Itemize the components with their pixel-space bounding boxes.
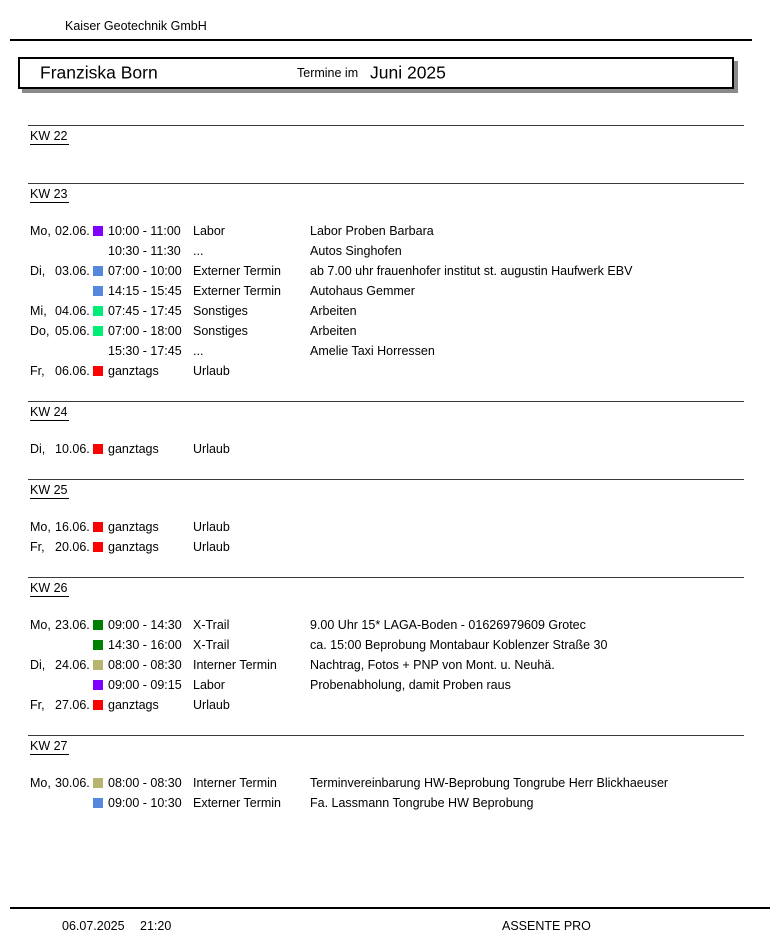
category-color-square [93,226,103,236]
appointment-row [0,341,780,361]
day-date: 02.06. [55,224,90,238]
day-abbrev: Fr, [30,540,45,554]
appointment-rows [0,517,780,557]
header-rule [10,39,752,41]
time-range: 10:00 - 11:00 [108,224,181,238]
appointment-row [0,635,780,655]
day-abbrev: Mo, [30,224,51,238]
week-divider-line [28,735,744,736]
day-abbrev: Mo, [30,618,51,632]
description-text: ca. 15:00 Beprobung Montabaur Koblenzer Straße 30 [310,638,608,652]
week-section [0,735,780,833]
category-color-square [93,522,103,532]
appointment-row [0,301,780,321]
category-color-square [93,778,103,788]
time-range: 14:30 - 16:00 [108,638,182,652]
appointment-row [0,321,780,341]
day-date: 10.06. [55,442,90,456]
time-range: ganztags [108,520,159,534]
day-abbrev: Mo, [30,520,51,534]
appointment-row [0,695,780,715]
category-color-square [93,306,103,316]
day-date: 24.06. [55,658,90,672]
appointment-row [0,537,780,557]
week-sections [0,125,780,833]
category-label: Sonstiges [193,324,248,338]
time-range: 09:00 - 14:30 [108,618,182,632]
time-range: 15:30 - 17:45 [108,344,182,358]
day-abbrev: Mo, [30,776,51,790]
time-range: ganztags [108,442,159,456]
day-date: 03.06. [55,264,90,278]
day-abbrev: Di, [30,442,46,456]
category-label: Labor [193,224,225,238]
category-color-square [93,620,103,630]
appointment-row [0,615,780,635]
time-range: 07:00 - 10:00 [108,264,182,278]
day-abbrev: Di, [30,264,46,278]
week-divider-line [28,183,744,184]
category-label: ... [193,344,204,358]
appointment-rows [0,615,780,715]
appointment-rows [0,439,780,459]
category-label: Interner Termin [193,776,277,790]
category-color-square [93,266,103,276]
category-label: Urlaub [193,442,230,456]
description-text: 9.00 Uhr 15* LAGA-Boden - 01626979609 Grotec [310,618,586,632]
category-label: Sonstiges [193,304,248,318]
week-section [0,183,780,401]
time-range: 08:00 - 08:30 [108,776,182,790]
appointment-row [0,439,780,459]
appointment-row [0,793,780,813]
week-header [0,735,780,773]
week-header [0,401,780,439]
appointment-rows [0,773,780,813]
appointment-row [0,221,780,241]
appointment-rows [0,221,780,381]
day-date: 16.06. [55,520,90,534]
day-abbrev: Fr, [30,698,45,712]
category-color-square [93,366,103,376]
print-date: 06.07.2025 [62,919,125,933]
time-range: ganztags [108,698,159,712]
category-color-square [93,444,103,454]
description-text: Arbeiten [310,304,357,318]
person-name: Franziska Born [40,62,158,83]
day-date: 30.06. [55,776,90,790]
time-range: 14:15 - 15:45 [108,284,182,298]
description-text: Probenabholung, damit Proben raus [310,678,511,692]
category-color-square [93,542,103,552]
description-text: Terminvereinbarung HW-Beprobung Tongrube Herr Blickhaeuser [310,776,669,790]
description-text: Labor Proben Barbara [310,224,434,238]
appointment-row [0,517,780,537]
week-header [0,479,780,517]
category-color-square [93,700,103,710]
category-label: ... [193,244,204,258]
description-text: ab 7.00 uhr frauenhofer institut st. augustin Haufwerk EBV [310,264,633,278]
day-abbrev: Mi, [30,304,47,318]
time-range: 07:45 - 17:45 [108,304,182,318]
category-color-square [93,680,103,690]
time-range: 08:00 - 08:30 [108,658,182,672]
description-text: Nachtrag, Fotos + PNP von Mont. u. Neuhä. [310,658,555,672]
category-label: X-Trail [193,618,230,632]
title-box [18,57,734,89]
week-label: KW 24 [30,405,68,419]
week-divider-line [28,125,744,126]
category-label: X-Trail [193,638,230,652]
week-section [0,577,780,735]
company-name: Kaiser Geotechnik GmbH [65,19,207,33]
week-section [0,479,780,577]
report-title-month: Juni 2025 [370,62,446,83]
app-name: ASSENTE PRO [502,919,591,933]
day-date: 23.06. [55,618,90,632]
time-range: ganztags [108,540,159,554]
appointment-row [0,361,780,381]
category-label: Externer Termin [193,284,281,298]
category-label: Urlaub [193,520,230,534]
appointment-row [0,281,780,301]
day-abbrev: Di, [30,658,46,672]
week-label: KW 26 [30,581,68,595]
appointment-row [0,655,780,675]
category-color-square [93,798,103,808]
week-header [0,183,780,221]
time-range: 07:00 - 18:00 [108,324,182,338]
time-range: 09:00 - 09:15 [108,678,182,692]
week-section [0,401,780,479]
week-header [0,577,780,615]
category-label: Labor [193,678,225,692]
day-date: 05.06. [55,324,90,338]
description-text: Autos Singhofen [310,244,402,258]
report-title-prefix: Termine im [297,66,359,80]
appointment-row [0,241,780,261]
category-label: Externer Termin [193,264,281,278]
time-range: ganztags [108,364,159,378]
time-range: 10:30 - 11:30 [108,244,181,258]
category-label: Interner Termin [193,658,277,672]
day-date: 27.06. [55,698,90,712]
day-date: 20.06. [55,540,90,554]
category-color-square [93,640,103,650]
week-divider-line [28,401,744,402]
week-label: KW 27 [30,739,68,753]
day-date: 04.06. [55,304,90,318]
category-label: Urlaub [193,698,230,712]
category-color-square [93,286,103,296]
week-label: KW 23 [30,187,68,201]
week-divider-line [28,479,744,480]
description-text: Fa. Lassmann Tongrube HW Beprobung [310,796,534,810]
week-label: KW 22 [30,129,68,143]
footer-rule [10,907,770,909]
description-text: Arbeiten [310,324,357,338]
appointment-row [0,675,780,695]
description-text: Amelie Taxi Horressen [310,344,435,358]
category-color-square [93,326,103,336]
day-abbrev: Fr, [30,364,45,378]
category-label: Externer Termin [193,796,281,810]
day-date: 06.06. [55,364,90,378]
time-range: 09:00 - 10:30 [108,796,182,810]
week-label: KW 25 [30,483,68,497]
description-text: Autohaus Gemmer [310,284,415,298]
week-header [0,125,780,163]
category-label: Urlaub [193,364,230,378]
day-abbrev: Do, [30,324,50,338]
week-divider-line [28,577,744,578]
week-section [0,125,780,183]
category-label: Urlaub [193,540,230,554]
category-color-square [93,660,103,670]
print-time: 21:20 [140,919,172,933]
footer [0,918,780,936]
appointment-row [0,773,780,793]
appointment-row [0,261,780,281]
